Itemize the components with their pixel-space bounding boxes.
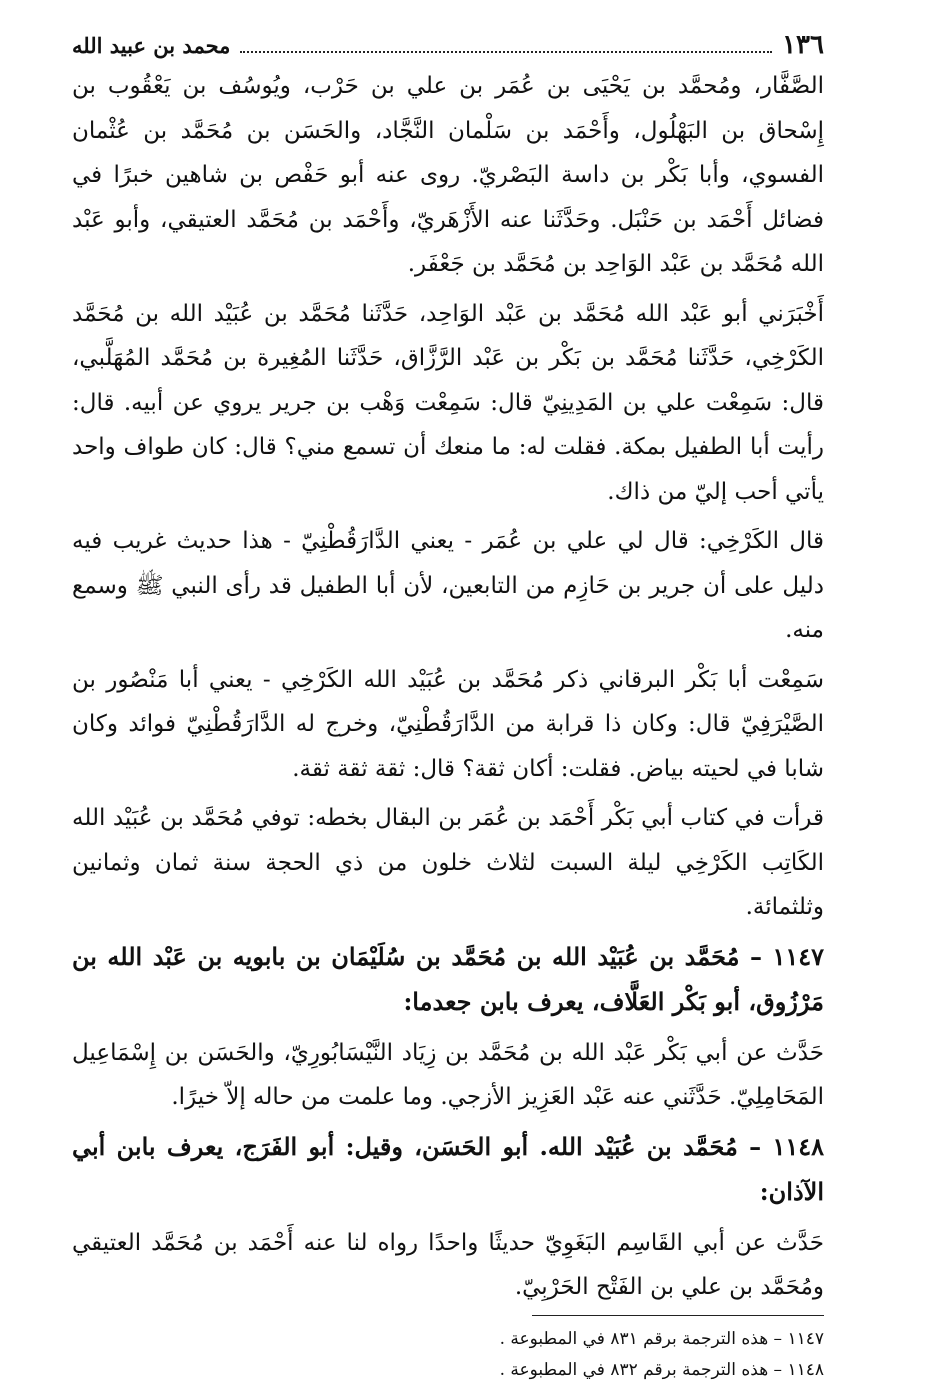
entry-body-1147: حَدَّث عن أبي بَكْر عَبْد الله بن مُحَمَّد بن زِيَاد النَّيْسَابُورِيّ، والحَسَن بن إِسْمَاعِيل المَحَامِلِيّ. حَدَّثَني عنه عَبْد العَزِيز الأزجي. وما علمت من حاله إلاّ خيرًا. <box>72 1039 824 1110</box>
footnote-1147: ١١٤٧ – هذه الترجمة برقم ٨٣١ في المطبوعة . <box>499 1328 824 1349</box>
paragraph-barqani-report: سَمِعْت أبا بَكْر البرقاني ذكر مُحَمَّد بن عُبَيْد الله الكَرْخِي - يعني أبا مَنْصُور بن الصَّيْرَفِيّ قال: وكان ذا قرابة من الدَّارَقُطْنِيّ، وخرج له الدَّارَقُطْنِيّ فوائد وكان شابا في لحيته بياض. فقلت: أكان ثقة؟ قال: ثقة ثقة ثقة. <box>72 666 824 782</box>
book-page <box>72 30 824 1386</box>
page-header <box>72 30 824 64</box>
entry-heading-1147: ١١٤٧ – مُحَمَّد بن عُبَيْد الله بن مُحَمَّد بن سُلَيْمَان بن بابويه بن عَبْد الله بن مَرْزُوق، أبو بَكْر العَلَّاف، يعرف بابن جعدما: <box>72 941 824 1016</box>
paragraph-narrators: الصَّفَّار، ومُحمَّد بن يَحْيَى بن عُمَر بن علي بن حَرْب، ويُوسُف بن يَعْقُوب بن إِسْحاق بن البَهْلُول، وأَحْمَد بن سَلْمان النَّجَّاد، والحَسَن بن مُحَمَّد بن عُثْمان الفسوي، وأبا بَكْر بن داسة البَصْريّ. روى عنه أبو حَفْص بن شاهين خبرًا في فضائل أَحْمَد بن حَنْبَل. وحَدَّثَنا عنه الأَزْهَريّ، وأَحْمَد بن مُحَمَّد العتيقي، وأبو عَبْد الله مُحَمَّد بن عَبْد الوَاحِد بن مُحَمَّد بن جَعْفَر. <box>72 73 824 277</box>
paragraph-daraqutni-comment: قال الكَرْخِي: قال لي علي بن عُمَر - يعني الدَّارَقُطْنِيّ - هذا حديث غريب فيه دليل على أن جرير بن حَازِم من التابعين، لأن أبا الطفيل قد رأى النبي ﷺ وسمع منه. <box>72 528 824 643</box>
biography-entry-1148 <box>72 1125 824 1216</box>
footnote-separator <box>532 1315 824 1316</box>
header-dot-leader <box>240 51 772 53</box>
paragraph-death-date: قرأت في كتاب أبي بَكْر أَحْمَد بن عُمَر بن البقال بخطه: توفي مُحَمَّد بن عُبَيْد الله الكَاتِب الكَرْخِي ليلة السبت لثلاث خلون من ذي الحجة سنة ثمان وثمانين وثلثمائة. <box>72 805 824 920</box>
page-number: ١٣٦ <box>782 30 824 60</box>
running-title: محمد بن عبيد الله <box>72 33 231 58</box>
biography-entry-1147 <box>72 935 824 1026</box>
entry-heading-1148: ١١٤٨ – مُحَمَّد بن عُبَيْد الله. أبو الحَسَن، وقيل: أبو الفَرَج، يعرف بابن أبي الآذان: <box>72 1131 824 1206</box>
entry-body-1148: حَدَّث عن أبي القَاسِم البَغَوِيّ حديثًا واحدًا رواه لنا عنه أَحْمَد بن مُحَمَّد العتيقي ومُحَمَّد بن علي بن الفَتْح الحَرْبِيّ. <box>72 1229 824 1300</box>
footnote-1148: ١١٤٨ – هذه الترجمة برقم ٨٣٢ في المطبوعة . <box>499 1359 824 1380</box>
paragraph-report-abu-tufail: أَخْبَرَني أبو عَبْد الله مُحَمَّد بن عَبْد الوَاحِد، حَدَّثَنا مُحَمَّد بن عُبَيْد الله بن مُحَمَّد الكَرْخِي، حَدَّثَنا مُحَمَّد بن بَكْر بن عَبْد الرَّزَّاق، حَدَّثَنا المُغِيرة بن مُحَمَّد المُهَلَّبي، قال: سَمِعْت علي بن المَدِينِيّ قال: سَمِعْت وَهْب بن جرير يروي عن أبيه. قال: رأيت أبا الطفيل بمكة. فقلت له: ما منعك أن تسمع مني؟ قال: كان طواف واحد يأتي أحب إليّ من ذاك. <box>72 300 824 505</box>
